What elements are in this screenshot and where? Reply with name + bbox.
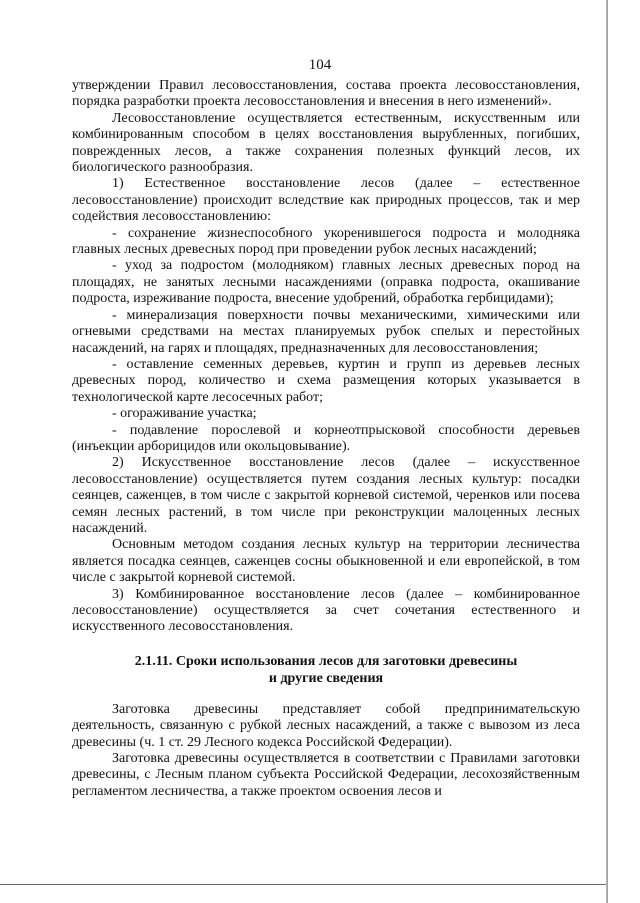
section-heading (72, 653, 580, 687)
list-item-suppression: - подавление порослевой и корнеотпрысковой способности деревьев (инъекции арборицидов или окольцовывание). (72, 422, 580, 454)
section-heading-line-1: 2.1.11. Сроки использования лесов для заготовки древесины (134, 653, 518, 669)
page-number: 104 (308, 57, 332, 73)
paragraph-main-method: Основным методом создания лесных культур на территории лесничества является посадка сеянцев, саженцев сосны обыкновенной и ели европейской, в том числе с закрытой корневой системой. (72, 537, 580, 586)
list-item-seed-trees: - оставление семенных деревьев, куртин и групп из деревьев лесных древесных пород, количество и схема размещения которых указывается в технологической карте лесосечных работ; (72, 356, 580, 405)
page-edge-shadow (606, 0, 608, 903)
list-item-soil-mineralization: - минерализация поверхности почвы механическими, химическими или огневыми средствами на местах планируемых рубок спелых и перестойных насаждений, на гарях и площадях, предназначенных для лесовосстановления; (72, 307, 580, 356)
paragraph-natural-reforestation: 1) Естественное восстановление лесов (далее – естественное лесовосстановление) происходит вследствие как природных процессов, так и мер содействия лесовосстановлению: (72, 176, 580, 225)
paragraph-reforestation-intro: Лесовосстановление осуществляется естественным, искусственным или комбинированным способом в целях восстановления вырубленных, погибших, поврежденных лесов, а также сохранения полезных функций лесов, их биологического разнообразия. (72, 110, 580, 176)
document-body (72, 78, 580, 800)
list-item-undergrowth-care: - уход за подростом (молодняком) главных лесных древесных пород на площадях, не занятых лесными насаждениями (оправка подроста, окашивание подроста, изреживание подроста, внесение удобрений, обработка гербицидами); (72, 258, 580, 307)
page-bottom-rule (0, 884, 606, 885)
paragraph-timber-harvesting-definition: Заготовка древесины представляет собой предпринимательскую деятельность, связанную с рубкой лесных насаждений, а также с вывозом из леса древесины (ч. 1 ст. 29 Лесного кодекса Российской Федерации). (72, 701, 580, 750)
paragraph-continuation: утверждении Правил лесовосстановления, состава проекта лесовосстановления, порядка разработки проекта лесовосстановления и внесения в него изменений». (72, 78, 580, 110)
paragraph-artificial-reforestation: 2) Искусственное восстановление лесов (далее – искусственное лесовосстановление) осуществляется путем создания лесных культур: посадки сеянцев, саженцев, в том числе с закрытой корневой системой, черенков или посева семян лесных растений, в том числе при реконструкции малоценных лесных насаждений. (72, 455, 580, 536)
list-item-fencing: - огораживание участка; (112, 406, 257, 422)
section-heading-line-2: и другие сведения (268, 670, 384, 686)
paragraph-timber-harvesting-rules: Заготовка древесины осуществляется в соответствии с Правилами заготовки древесины, с Лесным планом субъекта Российской Федерации, лесохозяйственным регламентом лесничества, а также проектом освоения лесов и (72, 751, 580, 799)
paragraph-combined-reforestation: 3) Комбинированное восстановление лесов (далее – комбинированное лесовосстановление) осуществляется за счет сочетания естественного и искусственного лесовосстановления. (72, 586, 580, 635)
list-item-preserve-undergrowth: - сохранение жизнеспособного укоренившегося подроста и молодняка главных лесных древесных пород при проведении рубок лесных насаждений; (72, 225, 580, 258)
